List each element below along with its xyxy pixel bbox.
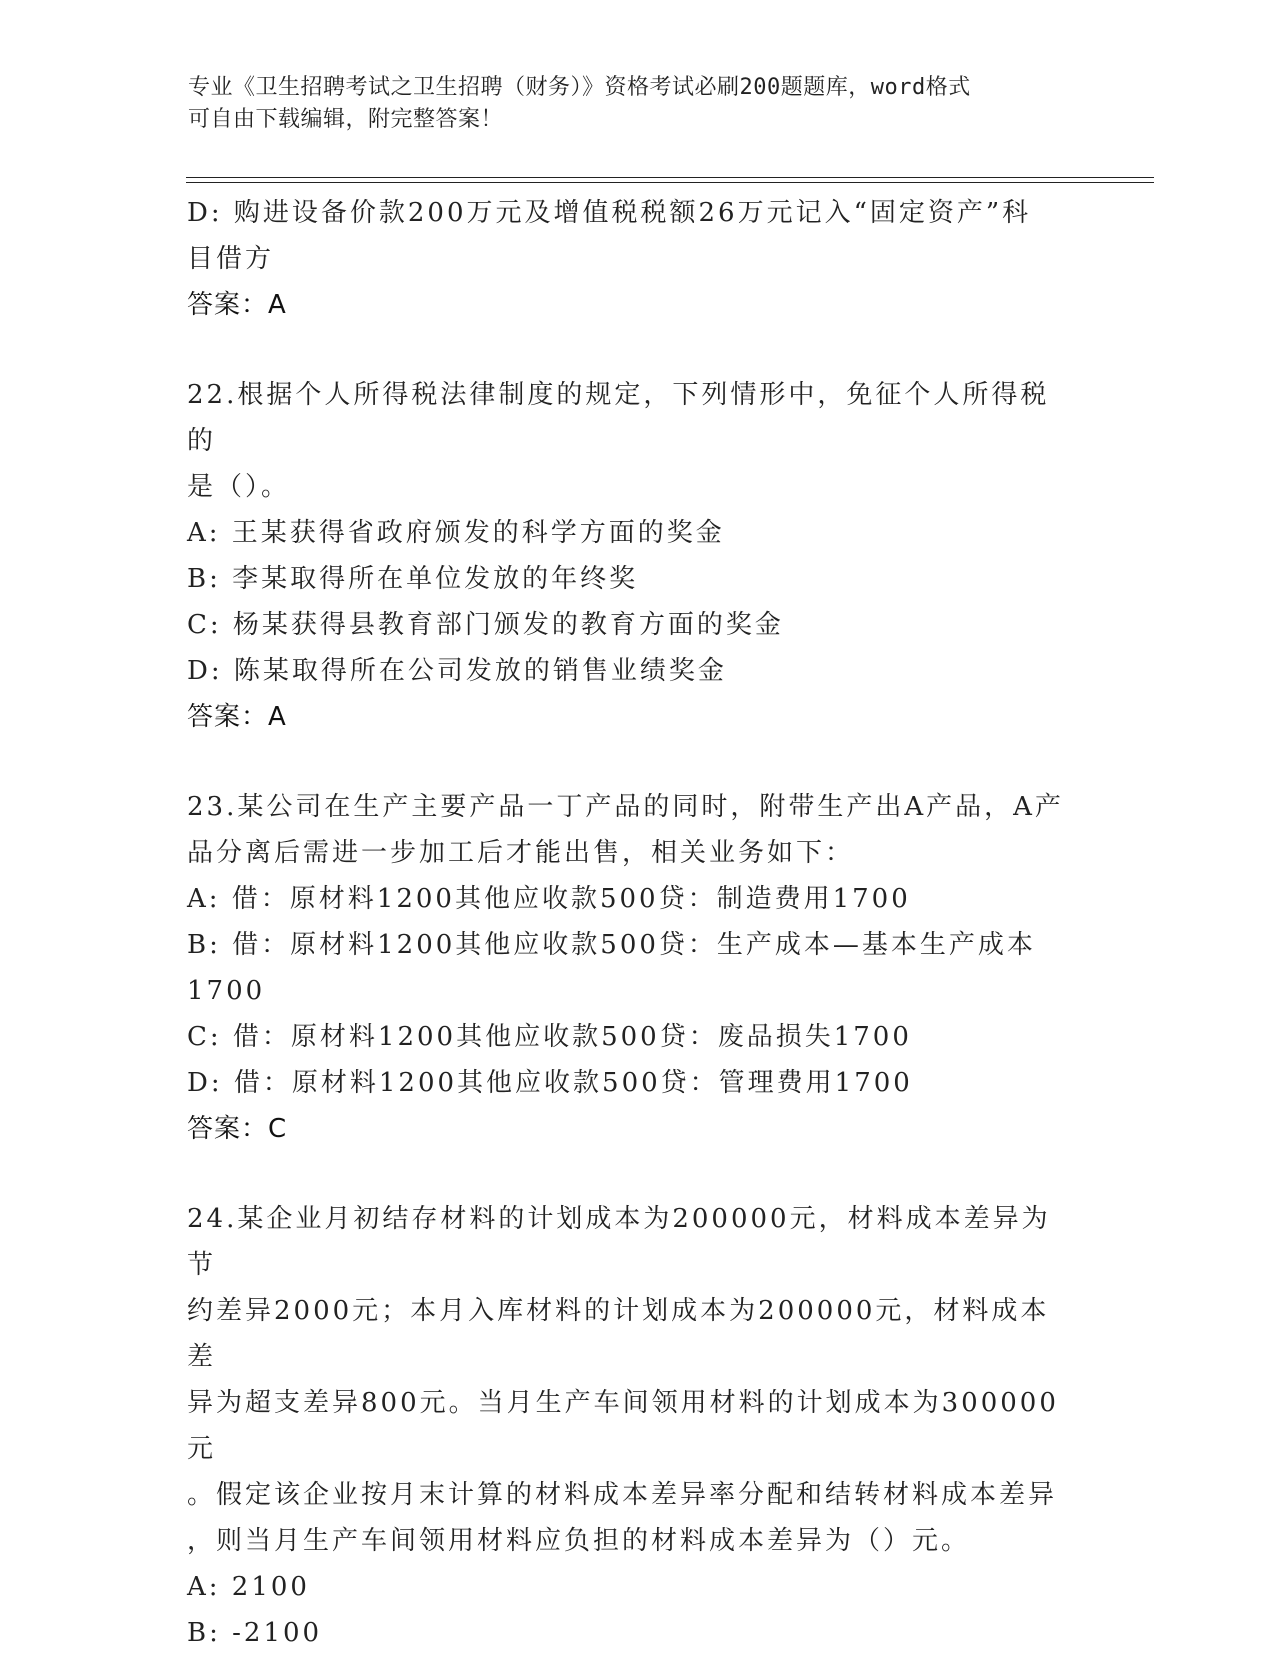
q24-stem-line-3: 异为超支差异800元。当月生产车间领用材料的计划成本为300000元 (187, 1388, 1059, 1464)
q23-option-a: A: 借：原材料1200其他应收款500贷：制造费用1700 (187, 884, 911, 914)
header-title-line-1: 专业《卫生招聘考试之卫生招聘（财务）》资格考试必刷200题题库，word格式 (188, 75, 971, 100)
q22-option-d: D: 陈某取得所在公司发放的销售业绩奖金 (187, 656, 727, 686)
q22-option-a: A: 王某获得省政府颁发的科学方面的奖金 (187, 518, 725, 548)
q23-option-c: C: 借：原材料1200其他应收款500贷：废品损失1700 (187, 1022, 912, 1052)
q24-option-b: B: -2100 (187, 1618, 323, 1648)
q24-stem-line-2: 约差异2000元；本月入库材料的计划成本为200000元，材料成本差 (187, 1296, 1050, 1372)
question-22 (187, 372, 1077, 740)
q22-option-c: C: 杨某获得县教育部门颁发的教育方面的奖金 (187, 610, 784, 640)
spacer (187, 328, 1077, 372)
spacer (187, 1152, 1077, 1196)
q22-option-b: B: 李某取得所在单位发放的年终奖 (187, 564, 639, 594)
q23-option-b-line-1: B: 借：原材料1200其他应收款500贷：生产成本—基本生产成本 (187, 930, 1036, 960)
question-21-tail (187, 190, 1077, 328)
q23-stem-line-2: 品分离后需进一步加工后才能出售，相关业务如下： (187, 838, 855, 868)
q24-stem-line-5: ，则当月生产车间领用材料应负担的材料成本差异为（）元。 (187, 1526, 971, 1556)
header-divider (186, 177, 1154, 183)
q24-stem-line-4: 。假定该企业按月末计算的材料成本差异率分配和结转材料成本差异 (187, 1480, 1058, 1510)
q21-option-d-line-2: 目借方 (187, 244, 275, 274)
q24-option-a: A: 2100 (187, 1572, 310, 1602)
spacer (187, 740, 1077, 784)
question-23 (187, 784, 1077, 1152)
document-body (187, 190, 1077, 1656)
q22-answer: 答案：A (187, 702, 287, 732)
q21-option-d-line-1: D: 购进设备价款200万元及增值税税额26万元记入“固定资产”科 (187, 198, 1032, 228)
q24-stem-line-1: 24.某企业月初结存材料的计划成本为200000元，材料成本差异为节 (187, 1204, 1051, 1280)
q22-stem-line-2: 是（）。 (187, 472, 291, 502)
q23-answer: 答案：C (187, 1114, 288, 1144)
document-header (188, 72, 1068, 136)
q22-stem-line-1: 22.根据个人所得税法律制度的规定，下列情形中，免征个人所得税的 (187, 380, 1050, 456)
q23-stem-line-1: 23.某公司在生产主要产品一丁产品的同时，附带生产出A产品，A产 (187, 792, 1064, 822)
question-24 (187, 1196, 1077, 1656)
q23-option-b-line-2: 1700 (187, 976, 266, 1006)
header-title-line-2: 可自由下载编辑，附完整答案！ (188, 107, 504, 132)
q21-answer: 答案：A (187, 290, 287, 320)
q23-option-d: D: 借：原材料1200其他应收款500贷：管理费用1700 (187, 1068, 913, 1098)
